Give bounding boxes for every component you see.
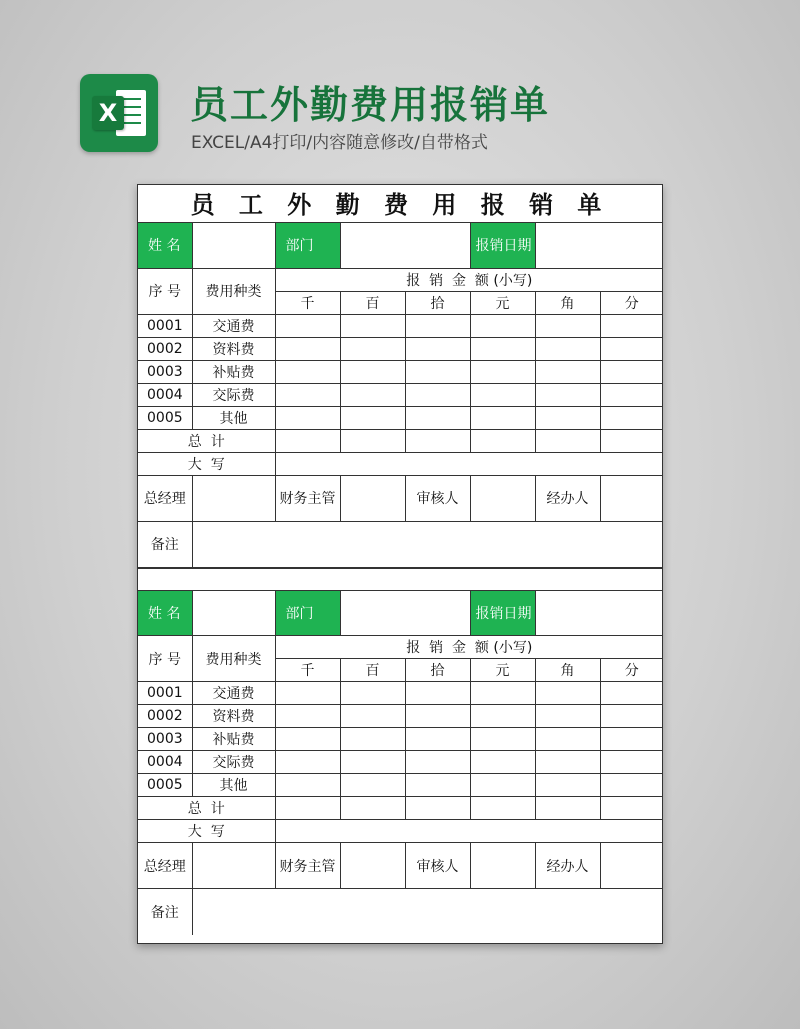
- name-cell[interactable]: [192, 591, 275, 636]
- amount-cell[interactable]: [340, 682, 405, 705]
- manager-label: 总经理: [138, 843, 192, 889]
- total-cell[interactable]: [600, 429, 663, 452]
- item-type: 资料费: [192, 337, 275, 360]
- amount-cell[interactable]: [340, 360, 405, 383]
- amount-cell[interactable]: [535, 314, 600, 337]
- amount-cell[interactable]: [405, 705, 470, 728]
- capital-label: 大 写: [138, 452, 275, 475]
- unit-yuan: 元: [470, 291, 535, 314]
- unit-yuan: 元: [470, 659, 535, 682]
- unit-jiao: 角: [535, 291, 600, 314]
- dept-label: 部门: [275, 591, 340, 636]
- amount-cell[interactable]: [405, 383, 470, 406]
- amount-cell[interactable]: [340, 774, 405, 797]
- total-cell[interactable]: [405, 797, 470, 820]
- finance-cell[interactable]: [340, 475, 405, 521]
- date-label: 报销日期: [470, 591, 535, 636]
- amount-cell[interactable]: [470, 360, 535, 383]
- item-seq: 0004: [138, 383, 192, 406]
- manager-label: 总经理: [138, 475, 192, 521]
- expense-form-2: [138, 591, 663, 935]
- total-cell[interactable]: [340, 429, 405, 452]
- amount-cell[interactable]: [600, 751, 663, 774]
- amount-cell[interactable]: [275, 314, 340, 337]
- amount-cell[interactable]: [340, 705, 405, 728]
- total-cell[interactable]: [405, 429, 470, 452]
- amount-cell[interactable]: [535, 383, 600, 406]
- unit-hundred: 百: [340, 291, 405, 314]
- amount-cell[interactable]: [535, 406, 600, 429]
- type-header: 费用种类: [192, 636, 275, 682]
- amount-cell[interactable]: [275, 406, 340, 429]
- type-header: 费用种类: [192, 268, 275, 314]
- total-cell[interactable]: [470, 797, 535, 820]
- expense-form-sheet: [137, 184, 663, 944]
- total-cell[interactable]: [275, 429, 340, 452]
- amount-cell[interactable]: [340, 314, 405, 337]
- item-type: 补贴费: [192, 728, 275, 751]
- item-type: 交通费: [192, 314, 275, 337]
- dept-cell[interactable]: [340, 223, 470, 268]
- amount-cell[interactable]: [340, 751, 405, 774]
- note-cell[interactable]: [192, 889, 663, 935]
- item-seq: 0002: [138, 705, 192, 728]
- handler-label: 经办人: [535, 475, 600, 521]
- auditor-label: 审核人: [405, 843, 470, 889]
- amount-cell[interactable]: [535, 705, 600, 728]
- amount-cell[interactable]: [535, 728, 600, 751]
- total-label: 总 计: [138, 797, 275, 820]
- item-seq: 0003: [138, 728, 192, 751]
- handler-label: 经办人: [535, 843, 600, 889]
- amount-cell[interactable]: [535, 360, 600, 383]
- date-label: 报销日期: [470, 223, 535, 268]
- item-seq: 0001: [138, 314, 192, 337]
- item-seq: 0005: [138, 774, 192, 797]
- amount-cell[interactable]: [405, 774, 470, 797]
- capital-label: 大 写: [138, 820, 275, 843]
- date-cell[interactable]: [535, 591, 663, 636]
- capital-amount-cell[interactable]: [275, 820, 663, 843]
- amount-cell[interactable]: [340, 337, 405, 360]
- manager-cell[interactable]: [192, 843, 275, 889]
- form-separator: [138, 568, 662, 591]
- amount-cell[interactable]: [470, 705, 535, 728]
- dept-cell[interactable]: [340, 591, 470, 636]
- amount-cell[interactable]: [600, 728, 663, 751]
- auditor-cell[interactable]: [470, 475, 535, 521]
- auditor-cell[interactable]: [470, 843, 535, 889]
- amount-cell[interactable]: [275, 682, 340, 705]
- unit-jiao: 角: [535, 659, 600, 682]
- amount-cell[interactable]: [535, 751, 600, 774]
- form-title: 员 工 外 勤 费 用 报 销 单: [138, 185, 662, 223]
- amount-cell[interactable]: [275, 705, 340, 728]
- date-cell[interactable]: [535, 223, 663, 268]
- unit-fen: 分: [600, 659, 663, 682]
- amount-cell[interactable]: [275, 751, 340, 774]
- table-row: [138, 682, 663, 705]
- item-type: 补贴费: [192, 360, 275, 383]
- amount-cell[interactable]: [535, 337, 600, 360]
- table-row: [138, 360, 663, 383]
- amount-cell[interactable]: [535, 774, 600, 797]
- amount-cell[interactable]: [275, 774, 340, 797]
- unit-thousand: 千: [275, 291, 340, 314]
- total-cell[interactable]: [535, 429, 600, 452]
- item-seq: 0004: [138, 751, 192, 774]
- amount-header: 报 销 金 额 (小写): [275, 268, 663, 291]
- amount-cell[interactable]: [340, 728, 405, 751]
- unit-fen: 分: [600, 291, 663, 314]
- finance-label: 财务主管: [275, 475, 340, 521]
- total-cell[interactable]: [275, 797, 340, 820]
- table-row: [138, 337, 663, 360]
- amount-cell[interactable]: [405, 751, 470, 774]
- amount-cell[interactable]: [470, 314, 535, 337]
- amount-cell[interactable]: [600, 774, 663, 797]
- total-cell[interactable]: [535, 797, 600, 820]
- excel-x-mark: X: [92, 96, 124, 130]
- excel-logo-icon: [80, 74, 158, 152]
- amount-cell[interactable]: [470, 728, 535, 751]
- total-cell[interactable]: [470, 429, 535, 452]
- total-cell[interactable]: [600, 797, 663, 820]
- amount-cell[interactable]: [275, 360, 340, 383]
- expense-form-1: [138, 223, 663, 568]
- handler-cell[interactable]: [600, 843, 663, 889]
- unit-hundred: 百: [340, 659, 405, 682]
- note-label: 备注: [138, 521, 192, 567]
- amount-cell[interactable]: [600, 682, 663, 705]
- amount-cell[interactable]: [535, 682, 600, 705]
- amount-cell[interactable]: [600, 406, 663, 429]
- amount-cell[interactable]: [340, 406, 405, 429]
- amount-cell[interactable]: [470, 406, 535, 429]
- name-label: 姓 名: [138, 223, 192, 268]
- unit-ten: 拾: [405, 291, 470, 314]
- capital-amount-cell[interactable]: [275, 452, 663, 475]
- amount-cell[interactable]: [405, 360, 470, 383]
- table-row: [138, 314, 663, 337]
- amount-cell[interactable]: [600, 383, 663, 406]
- auditor-label: 审核人: [405, 475, 470, 521]
- item-seq: 0003: [138, 360, 192, 383]
- amount-cell[interactable]: [470, 682, 535, 705]
- table-row: [138, 728, 663, 751]
- unit-thousand: 千: [275, 659, 340, 682]
- item-seq: 0005: [138, 406, 192, 429]
- amount-cell[interactable]: [405, 314, 470, 337]
- item-seq: 0001: [138, 682, 192, 705]
- page-subtitle: EXCEL/A4打印/内容随意修改/自带格式: [191, 133, 488, 153]
- amount-cell[interactable]: [470, 774, 535, 797]
- amount-cell[interactable]: [600, 360, 663, 383]
- total-label: 总 计: [138, 429, 275, 452]
- amount-cell[interactable]: [405, 728, 470, 751]
- amount-cell[interactable]: [470, 383, 535, 406]
- amount-cell[interactable]: [340, 383, 405, 406]
- table-row: [138, 705, 663, 728]
- amount-cell[interactable]: [600, 705, 663, 728]
- seq-header: 序 号: [138, 636, 192, 682]
- table-row: [138, 406, 663, 429]
- amount-cell[interactable]: [600, 337, 663, 360]
- item-seq: 0002: [138, 337, 192, 360]
- name-cell[interactable]: [192, 223, 275, 268]
- item-type: 其他: [192, 774, 275, 797]
- item-type: 资料费: [192, 705, 275, 728]
- finance-cell[interactable]: [340, 843, 405, 889]
- amount-cell[interactable]: [405, 682, 470, 705]
- amount-header: 报 销 金 额 (小写): [275, 636, 663, 659]
- note-label: 备注: [138, 889, 192, 935]
- table-row: [138, 751, 663, 774]
- amount-cell[interactable]: [275, 728, 340, 751]
- page-title: 员工外勤费用报销单: [190, 83, 551, 127]
- seq-header: 序 号: [138, 268, 192, 314]
- note-cell[interactable]: [192, 521, 663, 567]
- name-label: 姓 名: [138, 591, 192, 636]
- item-type: 交际费: [192, 751, 275, 774]
- table-row: [138, 774, 663, 797]
- table-row: [138, 383, 663, 406]
- amount-cell[interactable]: [275, 337, 340, 360]
- finance-label: 财务主管: [275, 843, 340, 889]
- amount-cell[interactable]: [470, 751, 535, 774]
- amount-cell[interactable]: [405, 406, 470, 429]
- manager-cell[interactable]: [192, 475, 275, 521]
- amount-cell[interactable]: [470, 337, 535, 360]
- item-type: 交际费: [192, 383, 275, 406]
- handler-cell[interactable]: [600, 475, 663, 521]
- item-type: 其他: [192, 406, 275, 429]
- dept-label: 部门: [275, 223, 340, 268]
- unit-ten: 拾: [405, 659, 470, 682]
- amount-cell[interactable]: [405, 337, 470, 360]
- total-cell[interactable]: [340, 797, 405, 820]
- item-type: 交通费: [192, 682, 275, 705]
- amount-cell[interactable]: [600, 314, 663, 337]
- amount-cell[interactable]: [275, 383, 340, 406]
